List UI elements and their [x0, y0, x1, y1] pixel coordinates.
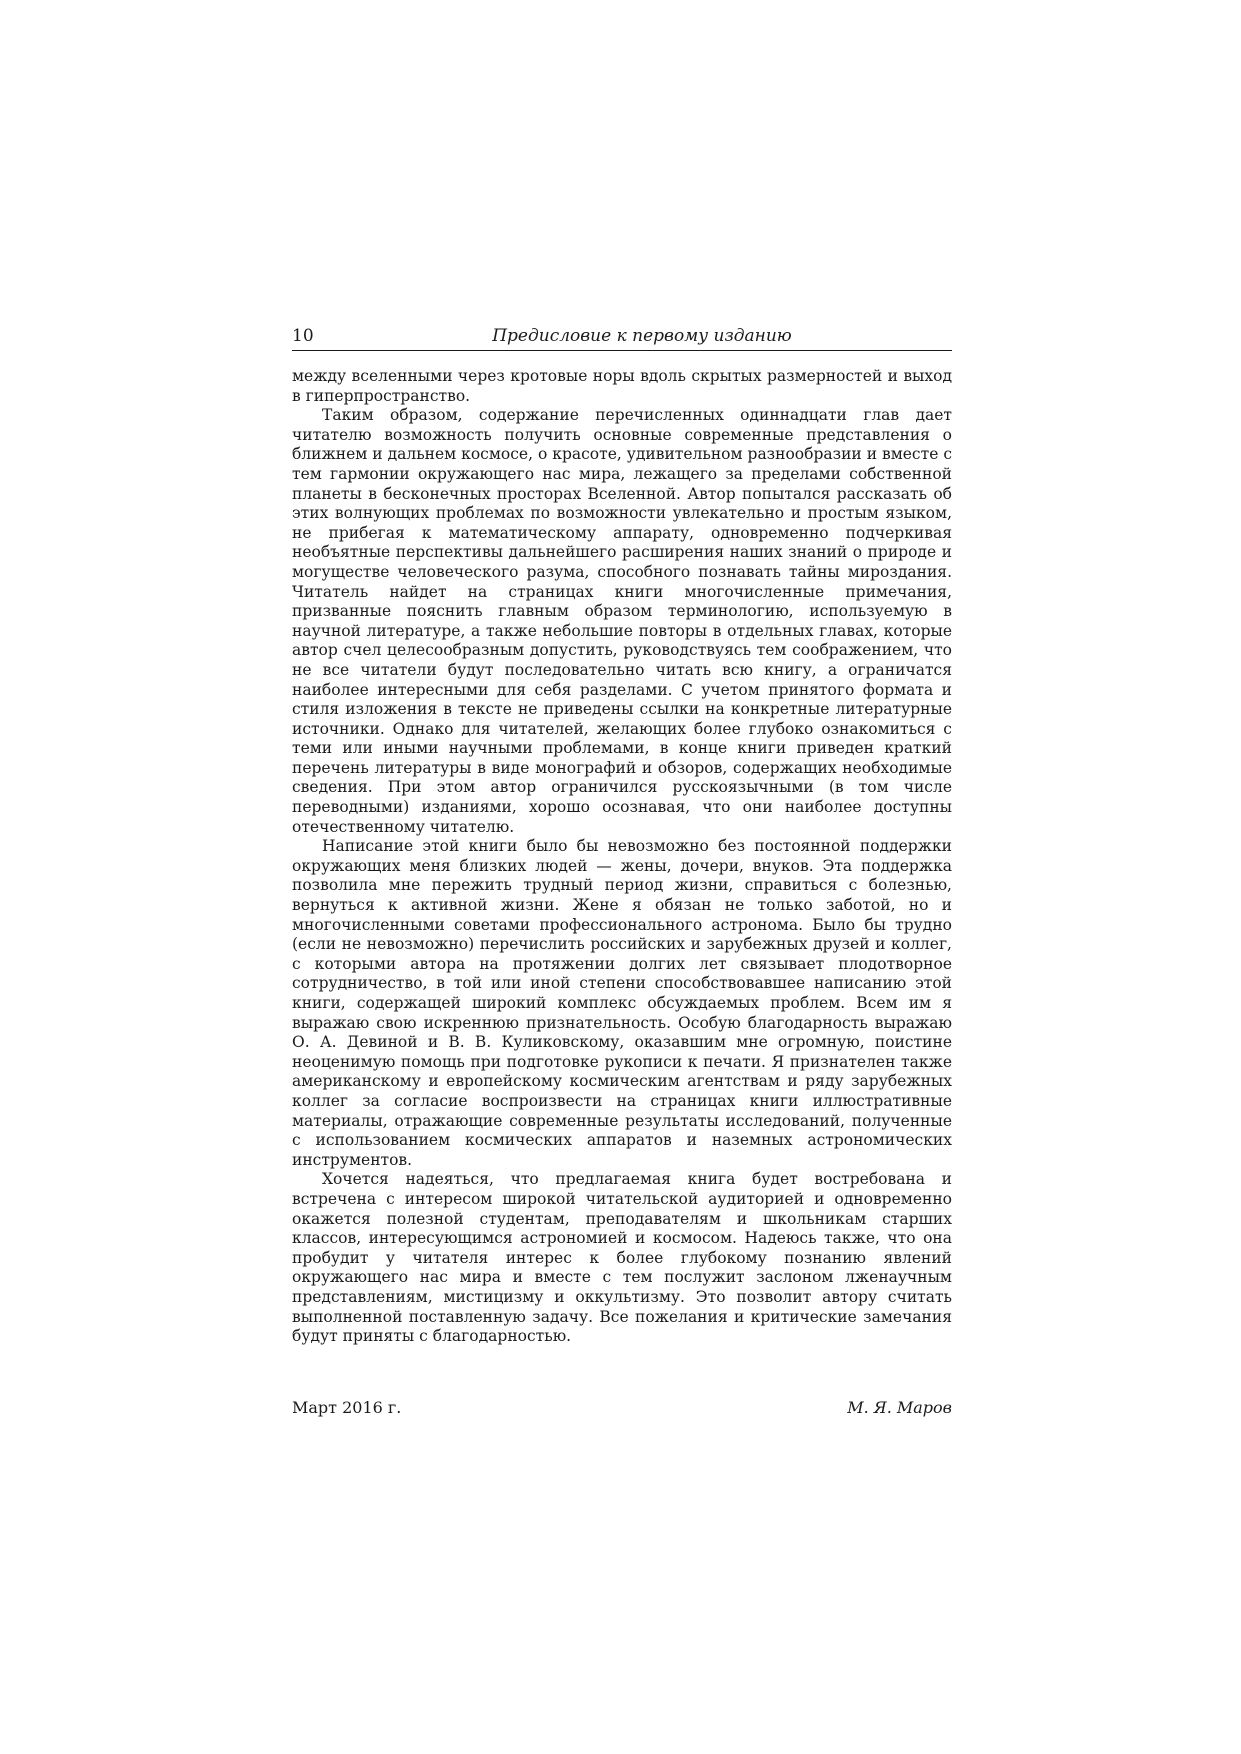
text-body [292, 367, 952, 1347]
paragraph: Написание этой книги было бы невозможно без постоянной поддержки окружающих меня близких людей — жены, дочери, внуков. Эта поддержка позволила мне пережить трудный период жизни, справиться с болезнью, вернуться к активной жизни. Жене я обязан не только заботой, но и многочисленными советами профессионального астронома. Было бы трудно (если не невозможно) перечислить российских и зарубежных друзей и коллег, с которыми автора на протяжении долгих лет связывает плодотворное сотрудничество, в той или иной степени способствовавшее написанию этой книги, содержащей широкий комплекс обсуждаемых проблем. Всем им я выражаю свою искреннюю признательность. Особую благодарность выражаю О. А. Девиной и В. В. Куликовскому, оказавшим мне огромную, поистине неоценимую помощь при подготовке рукописи к печати. Я признателен также американскому и европейскому космическим агентствам и ряду зарубежных коллег за согласие воспроизвести на страницах книги иллюстративные материалы, отражающие современные результаты исследований, полученные с использованием космических аппаратов и наземных астрономических инструментов. [292, 837, 952, 1169]
signature-author: М. Я. Маров [847, 1398, 952, 1417]
paragraph: Хочется надеяться, что предлагаемая книга будет востребована и встречена с интересом широкой читательской аудиторией и одновременно окажется полезной студентам, преподавателям и школьникам старших классов, интересующимся астрономией и космосом. Надеюсь также, что она пробудит у читателя интерес к более глубокому познанию явлений окружающего нас мира и вместе с тем послужит заслоном лженаучным представлениям, мистицизму и оккультизму. Это позволит автору считать выполненной поставленную задачу. Все пожелания и критические замечания будут приняты с благодарностью. [292, 1170, 952, 1346]
paragraph: между вселенными через кротовые норы вдоль скрытых размерностей и выход в гиперпространство. [292, 367, 952, 405]
page-number: 10 [292, 326, 314, 346]
signature-date: Март 2016 г. [292, 1398, 402, 1417]
running-title: Предисловие к первому изданию [492, 326, 792, 346]
paragraph: Таким образом, содержание перечисленных одиннадцати глав дает читателю возможность получить основные современные представления о ближнем и дальнем космосе, о красоте, удивительном разнообразии и вместе с тем гармонии окружающего нас мира, лежащего за пределами собственной планеты в бесконечных просторах Вселенной. Автор попытался рассказать об этих волнующих проблемах по возможности увлекательно и простым языком, не прибегая к математическому аппарату, одновременно подчеркивая необъятные перспективы дальнейшего расширения наших знаний о природе и могуществе человеческого разума, способного познавать тайны мироздания. Читатель найдет на страницах книги многочисленные примечания, призванные пояснить главным образом терминологию, используемую в научной литературе, а также небольшие повторы в отдельных главах, которые автор счел целесообразным допустить, руководствуясь тем соображением, что не все читатели будут последовательно читать всю книгу, а ограничатся наиболее интересными для себя разделами. С учетом принятого формата и стиля изложения в тексте не приведены ссылки на конкретные литературные источники. Однако для читателей, желающих более глубоко ознакомиться с теми или иными научными проблемами, в конце книги приведен краткий перечень литературы в виде монографий и обзоров, содержащих необходимые сведения. При этом автор ограничился русскоязычными (в том числе переводными) изданиями, хорошо осознавая, что они наиболее доступны отечественному читателю. [292, 406, 952, 836]
page-header [292, 322, 952, 351]
